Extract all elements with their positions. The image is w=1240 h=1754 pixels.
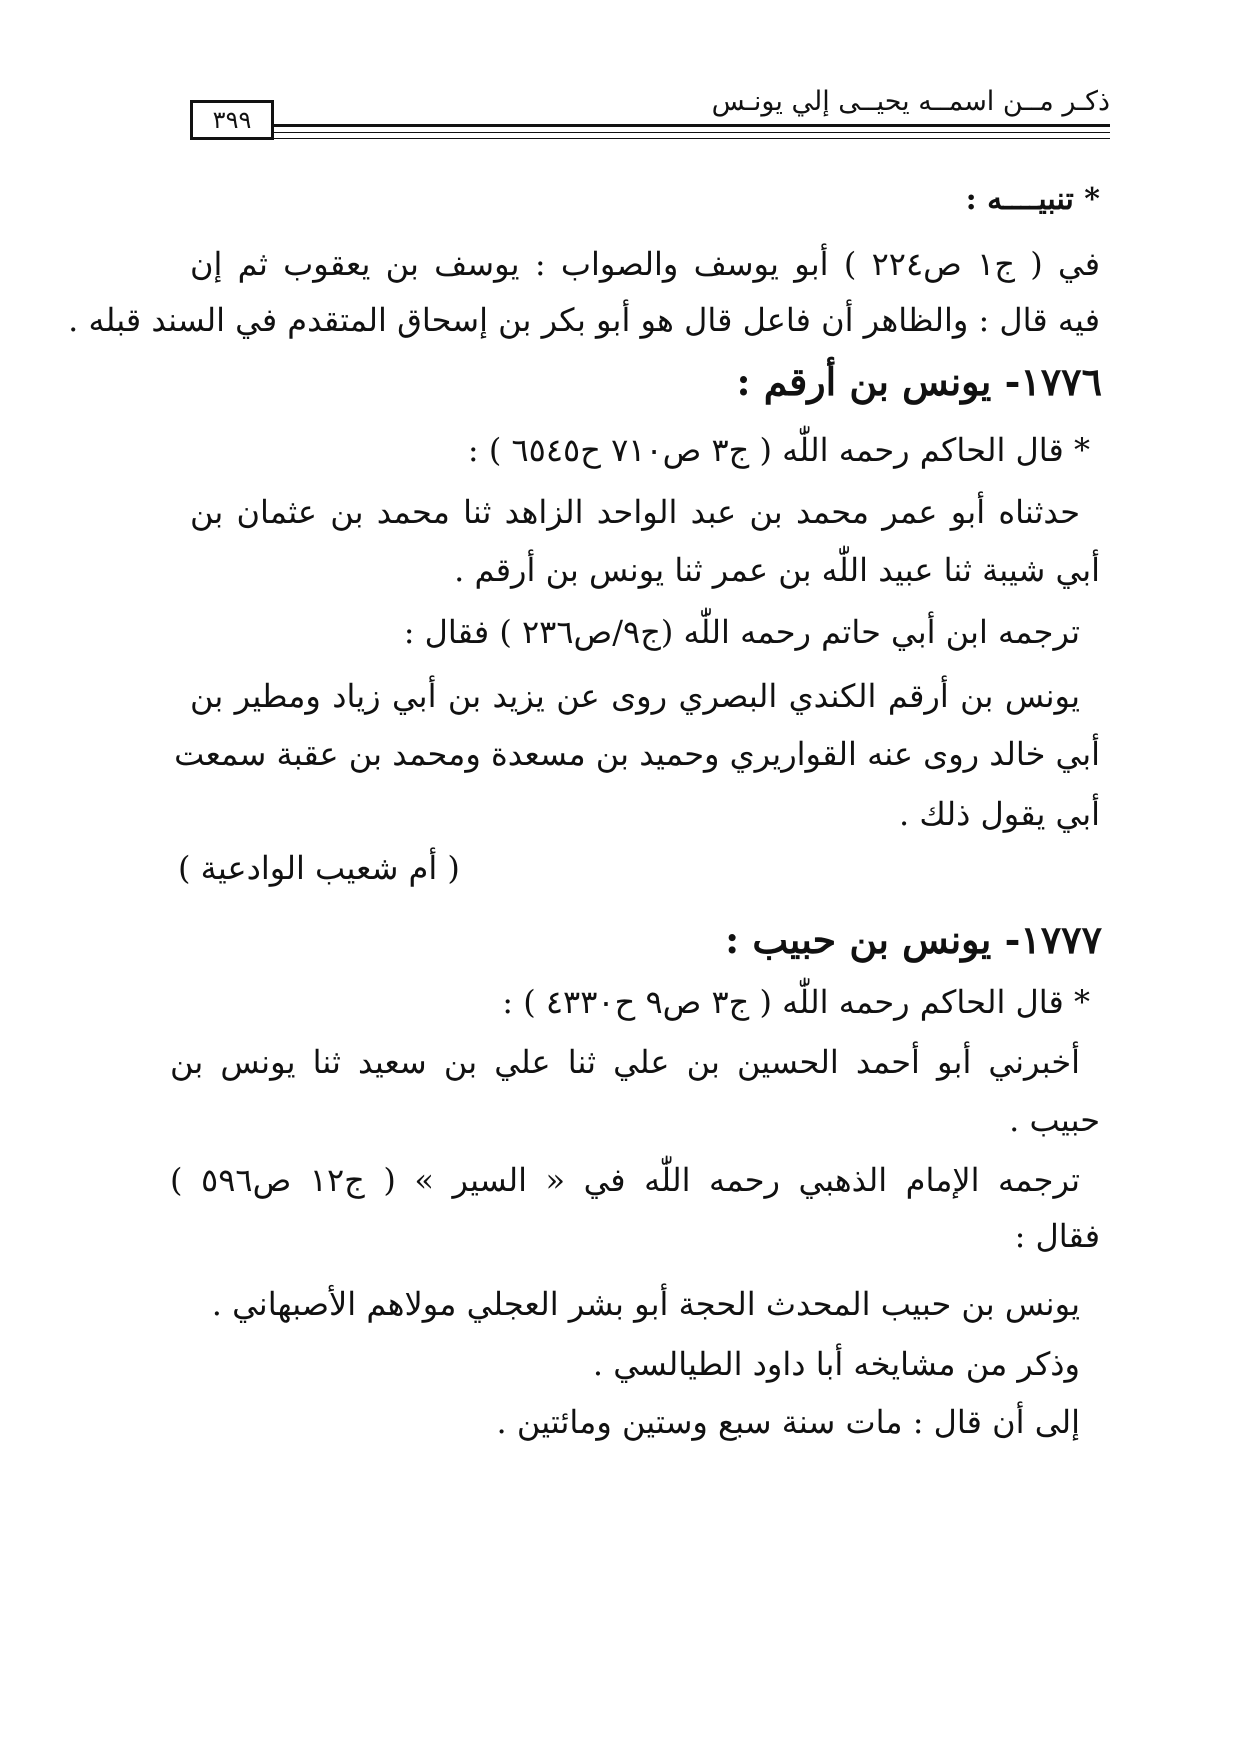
entry-1776-bio-1: يونس بن أرقم الكندي البصري روى عن يزيد بن أبي زياد ومطير بن	[190, 677, 1080, 715]
entry-heading-1777: ١٧٧٧- يونس بن حبيب :	[725, 917, 1102, 962]
entry-1777-isnad-1: أخبرني أبو أحمد الحسين بن علي ثنا علي بن سعيد ثنا يونس بن	[170, 1043, 1080, 1081]
entry-1777-bio-2: وذكر من مشايخه أبا داود الطيالسي .	[592, 1345, 1080, 1383]
header-rule	[274, 124, 1110, 127]
header-rule-thin	[274, 132, 1110, 133]
entry-1776-signature: ( أم شعيب الوادعية )	[178, 849, 460, 887]
entry-1777-tarjama-2: فقال :	[1014, 1217, 1100, 1255]
entry-heading-1776: ١٧٧٦- يونس بن أرقم :	[736, 359, 1102, 404]
entry-1776-bio-3: أبي يقول ذلك .	[899, 795, 1100, 833]
running-title: ذكـر مــن اسمــه يحيــى إلي يونـس	[711, 86, 1110, 117]
entry-1777-source: * قال الحاكم رحمه اللّٰه ( ج٣ ص٩ ح٤٣٣٠ ) :	[502, 983, 1090, 1021]
entry-1776-tarjama: ترجمه ابن أبي حاتم رحمه اللّٰه (ج٩/ص٢٣٦ ) فقال :	[403, 613, 1080, 651]
entry-1776-source: * قال الحاكم رحمه اللّٰه ( ج٣ ص٧١٠ ح٦٥٤٥ ) :	[467, 431, 1090, 469]
entry-1777-isnad-2: حبيب .	[1009, 1101, 1100, 1139]
header-rule-thin-lower	[274, 138, 1110, 139]
note-line-2: فيه قال : والظاهر أن فاعل قال هو أبو بكر بن إسحاق المتقدم في السند قبله .	[68, 301, 1100, 339]
entry-1776-bio-2: أبي خالد روى عنه القواريري وحميد بن مسعدة ومحمد بن عقبة سمعت	[174, 735, 1100, 773]
entry-1776-isnad-1: حدثناه أبو عمر محمد بن عبد الواحد الزاهد ثنا محمد بن عثمان بن	[190, 493, 1080, 531]
page-number: ٣٩٩	[190, 100, 274, 140]
note-line-1: في ( ج١ ص٢٢٤ ) أبو يوسف والصواب : يوسف بن يعقوب ثم إن	[190, 245, 1101, 283]
entry-1777-tarjama-1: ترجمه الإمام الذهبي رحمه اللّٰه في « السير » ( ج١٢ ص٥٩٦ )	[170, 1161, 1081, 1199]
entry-1777-bio-3: إلى أن قال : مات سنة سبع وستين ومائتين .	[496, 1403, 1080, 1441]
entry-1776-isnad-2: أبي شيبة ثنا عبيد اللّٰه بن عمر ثنا يونس بن أرقم .	[454, 551, 1100, 589]
entry-1777-bio-1: يونس بن حبيب المحدث الحجة أبو بشر العجلي مولاهم الأصبهاني .	[211, 1285, 1080, 1323]
page-header	[190, 80, 1110, 150]
note-title: * تنبيــــه :	[965, 182, 1100, 217]
